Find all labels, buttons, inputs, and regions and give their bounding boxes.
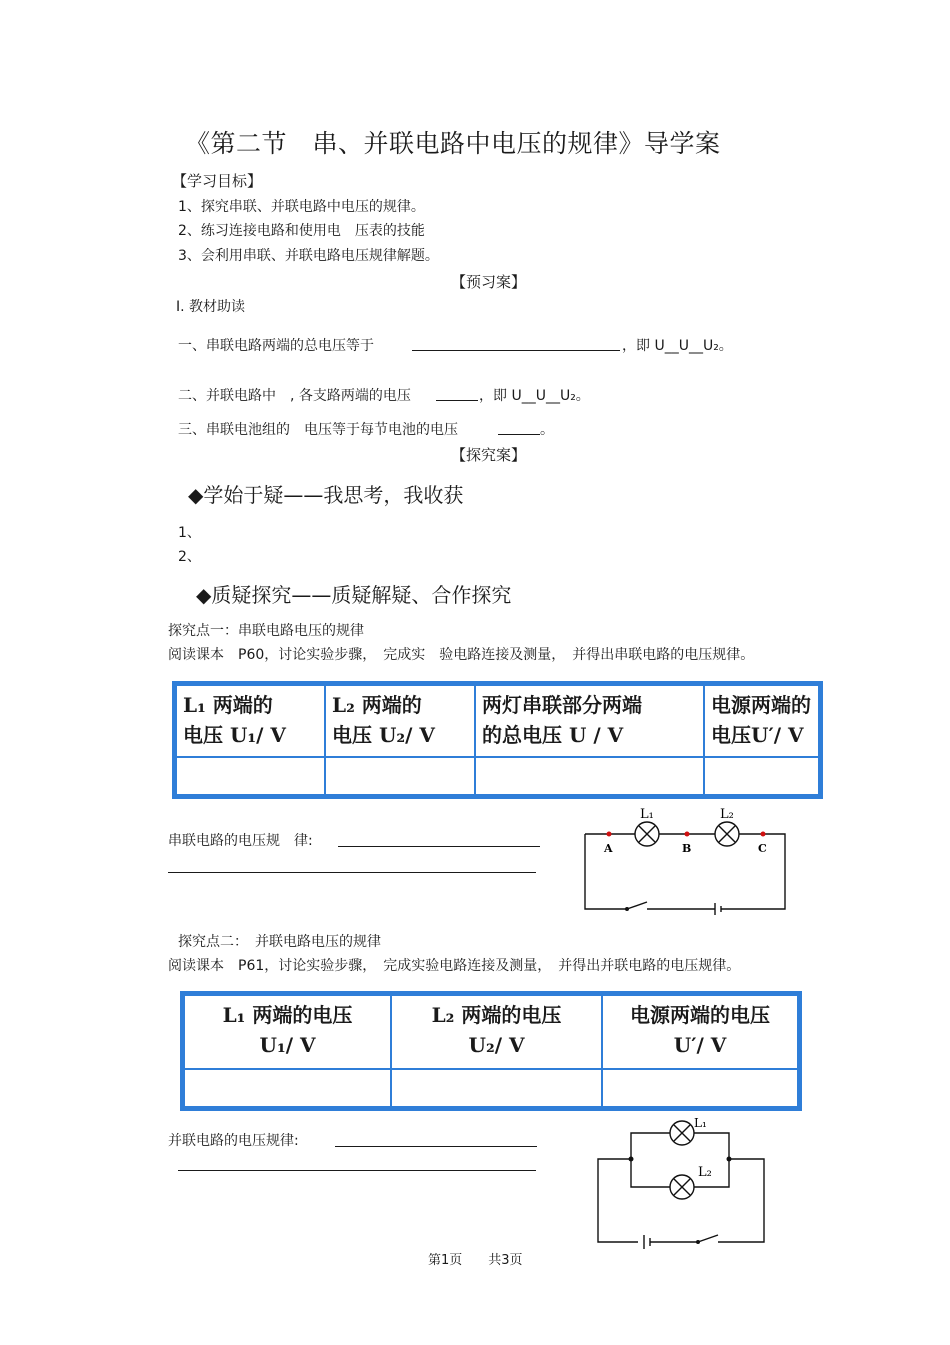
series-voltage-table <box>172 681 823 799</box>
table1-header-cell <box>475 685 704 757</box>
lamp1-label: L₁ <box>640 807 654 822</box>
page-title: 《第二节 串、并联电路中电压的规律》导学案 <box>185 129 721 158</box>
series-circuit-diagram <box>567 806 803 926</box>
point2-title: 探究点二： 并联电路电压的规律 <box>178 934 381 950</box>
preview-q3-text: 三、串联电池组的 电压等于每节电池的电压 <box>178 422 458 438</box>
table1-blank-cell[interactable] <box>325 757 475 795</box>
parallel-rule-blank-2 <box>178 1170 536 1171</box>
table2-blank-cell[interactable] <box>184 1069 391 1107</box>
parallel-rule-blank <box>335 1146 537 1147</box>
preview-q2-tail: ，即 U__U__U₂。 <box>479 388 590 404</box>
table2-blank-cell[interactable] <box>391 1069 602 1107</box>
point-c-label: C <box>758 842 767 855</box>
point-a-marker <box>607 832 612 837</box>
parallel-rule-label: 并联电路的电压规律: <box>168 1133 299 1149</box>
table1-header-line: L₁ 两端的 <box>183 693 273 717</box>
table1-header-cell <box>704 685 819 757</box>
point-a-label: A <box>604 842 613 855</box>
circuit-wire <box>631 1159 670 1187</box>
preview-q1-tail: ，即 U__U__U₂。 <box>622 338 733 354</box>
table2-header-line: U₂/ V <box>468 1033 525 1057</box>
table1-header-line: 两灯串联部分两端 <box>482 693 642 717</box>
lamp2-label: L₂ <box>720 807 734 822</box>
point-b-label: B <box>682 842 692 855</box>
preview-heading: 【预习案】 <box>451 273 527 291</box>
preview-q2-text: 二、并联电路中 , 各支路两端的电压 <box>178 388 411 404</box>
explore-heading: 【探究案】 <box>451 446 527 464</box>
junction-dot <box>629 1157 634 1162</box>
table1-header-line: L₂ 两端的 <box>332 693 422 717</box>
series-rule-label: 串联电路的电压规 律: <box>168 833 313 849</box>
junction-dot <box>727 1157 732 1162</box>
preview-q3-tail: 。 <box>540 422 554 438</box>
inquiry-title: ◆质疑探究——质疑解疑、合作探究 <box>196 583 512 607</box>
page-footer: 第1页 共3页 <box>428 1253 523 1268</box>
table2-header-line: 电源两端的电压 <box>630 1003 770 1027</box>
table2-header-line: L₂ 两端的电压 <box>431 1003 562 1027</box>
q1-blank <box>412 350 620 351</box>
table1-header-line: 电压U′/ V <box>711 723 804 747</box>
think-item: 2、 <box>178 549 201 565</box>
point1-instructions: 阅读课本 P60，讨论实验步骤， 完成实 验电路连接及测量， 并得出串联电路的电压规律。 <box>168 647 755 663</box>
series-rule-blank-2 <box>168 872 536 873</box>
table2-header-cell <box>602 995 798 1069</box>
table2-header-line: U₁/ V <box>259 1033 316 1057</box>
series-rule-blank <box>338 846 540 847</box>
table1-header-line: 的总电压 U / V <box>482 723 624 747</box>
table1-blank-cell[interactable] <box>704 757 819 795</box>
table2-header-cell <box>184 995 391 1069</box>
circuit-wire <box>631 1133 670 1159</box>
table1-blank-cell[interactable] <box>176 757 325 795</box>
point-b-marker <box>685 832 690 837</box>
q2-blank <box>436 400 478 401</box>
table1-header-line: 电压 U₂/ V <box>332 723 435 747</box>
think-title: ◆学始于疑——我思考，我收获 <box>188 483 464 507</box>
switch-icon <box>627 902 647 909</box>
table1-blank-cell[interactable] <box>475 757 704 795</box>
table2-blank-cell[interactable] <box>602 1069 798 1107</box>
preview-q1-text: 一、串联电路两端的总电压等于 <box>178 338 374 354</box>
objective-item: 3、会利用串联、并联电路电压规律解题。 <box>178 248 439 264</box>
point1-title: 探究点一：串联电路电压的规律 <box>168 623 364 639</box>
table2-header-cell <box>391 995 602 1069</box>
objective-item: 2、练习连接电路和使用电 压表的技能 <box>178 223 425 239</box>
think-item: 1、 <box>178 525 201 541</box>
point-c-marker <box>761 832 766 837</box>
circuit-wire <box>718 1159 764 1242</box>
switch-icon <box>698 1235 718 1242</box>
table2-header-line: L₁ 两端的电压 <box>222 1003 353 1027</box>
parallel-voltage-table <box>180 991 802 1111</box>
q3-blank <box>498 434 540 435</box>
circuit-wire <box>694 1133 729 1159</box>
table2-header-line: U′/ V <box>673 1033 727 1057</box>
table1-header-cell <box>325 685 475 757</box>
table1-header-line: 电源两端的 <box>711 693 811 717</box>
objective-item: 1、探究串联、并联电路中电压的规律。 <box>178 199 425 215</box>
circuit-wire <box>598 1159 638 1242</box>
lamp1-label: L₁ <box>694 1117 707 1130</box>
point2-instructions: 阅读课本 P61，讨论实验步骤， 完成实验电路连接及测量， 并得出并联电路的电压规律。 <box>168 958 741 974</box>
preview-q1 <box>178 335 374 355</box>
table1-header-cell <box>176 685 325 757</box>
lamp2-label: L₂ <box>698 1165 712 1180</box>
parallel-circuit-diagram <box>586 1117 778 1267</box>
objectives-heading: 【学习目标】 <box>172 172 263 190</box>
table1-header-line: 电压 U₁/ V <box>183 723 286 747</box>
preview-subheading: I. 教材助读 <box>176 299 246 315</box>
